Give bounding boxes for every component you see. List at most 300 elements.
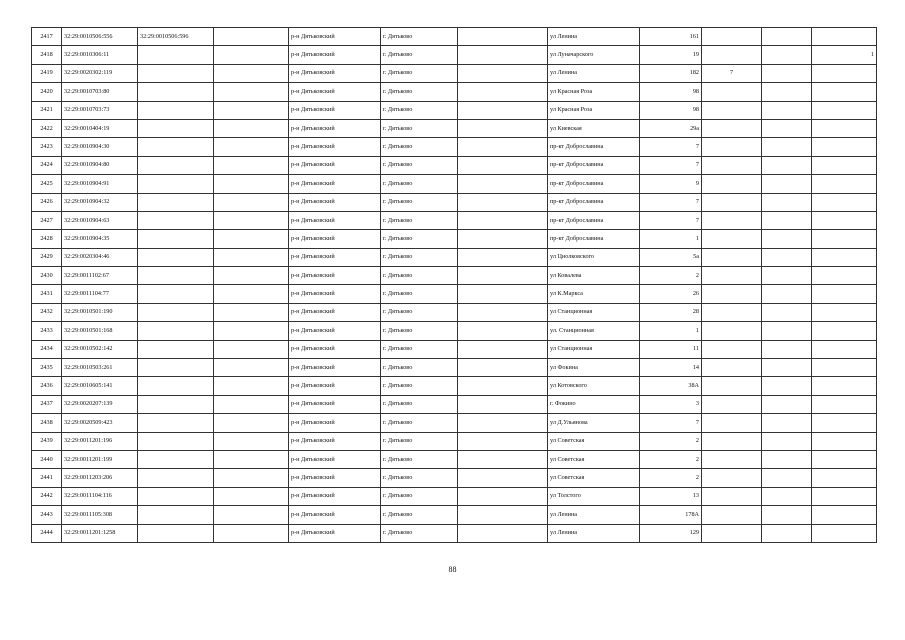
table-row <box>32 211 877 229</box>
extra-cell-2 <box>762 28 812 46</box>
blank-cell <box>458 414 548 432</box>
town-cell: г. Дятьково <box>381 101 458 119</box>
row-number: 2425 <box>32 175 62 193</box>
extra-cell-2 <box>762 156 812 174</box>
table-row <box>32 138 877 156</box>
row-number: 2437 <box>32 395 62 413</box>
cadastral-number-cell: 32:29:0010904:63 <box>62 211 138 229</box>
street-cell: ул Луначарского <box>548 46 640 64</box>
row-number: 2417 <box>32 28 62 46</box>
town-cell: г. Дятьково <box>381 487 458 505</box>
street-cell: ул Киевская <box>548 119 640 137</box>
blank-cell <box>458 267 548 285</box>
house-number-cell: 7 <box>640 138 702 156</box>
street-cell: ул Советская <box>548 432 640 450</box>
blank-cell <box>214 432 289 450</box>
blank-cell <box>458 211 548 229</box>
house-number-cell: 19 <box>640 46 702 64</box>
linked-cadastral-number-cell <box>138 414 214 432</box>
extra-cell-3 <box>812 469 877 487</box>
district-cell: р-н Дятьковский <box>289 64 381 82</box>
extra-cell-3 <box>812 414 877 432</box>
district-cell: р-н Дятьковский <box>289 506 381 524</box>
street-cell: ул Станционная <box>548 303 640 321</box>
district-cell: р-н Дятьковский <box>289 469 381 487</box>
table-row <box>32 193 877 211</box>
cadastral-number-cell: 32:29:0010404:19 <box>62 119 138 137</box>
house-number-cell: 7 <box>640 193 702 211</box>
town-cell: г. Дятьково <box>381 193 458 211</box>
cadastral-number-cell: 32:29:0010703:73 <box>62 101 138 119</box>
house-number-cell: 13 <box>640 487 702 505</box>
property-registry-table <box>31 27 877 543</box>
blank-cell <box>458 156 548 174</box>
town-cell: г. Дятьково <box>381 138 458 156</box>
district-cell: р-н Дятьковский <box>289 322 381 340</box>
cadastral-number-cell: 32:29:0020207:139 <box>62 395 138 413</box>
extra-cell-2 <box>762 193 812 211</box>
district-cell: р-н Дятьковский <box>289 156 381 174</box>
extra-cell-2 <box>762 395 812 413</box>
table-row <box>32 340 877 358</box>
extra-cell-1 <box>702 101 762 119</box>
linked-cadastral-number-cell <box>138 119 214 137</box>
cadastral-number-cell: 32:29:0011105:308 <box>62 506 138 524</box>
cadastral-number-cell: 32:29:0010904:91 <box>62 175 138 193</box>
extra-cell-2 <box>762 285 812 303</box>
town-cell: г. Дятьково <box>381 211 458 229</box>
district-cell: р-н Дятьковский <box>289 340 381 358</box>
extra-cell-2 <box>762 377 812 395</box>
extra-cell-3 <box>812 211 877 229</box>
blank-cell <box>214 46 289 64</box>
town-cell: г. Дятьково <box>381 285 458 303</box>
blank-cell <box>214 248 289 266</box>
registry-body <box>32 28 877 543</box>
row-number: 2428 <box>32 230 62 248</box>
street-cell: ул Фокина <box>548 359 640 377</box>
town-cell: г. Дятьково <box>381 267 458 285</box>
blank-cell <box>214 450 289 468</box>
linked-cadastral-number-cell <box>138 303 214 321</box>
row-number: 2443 <box>32 506 62 524</box>
blank-cell <box>458 248 548 266</box>
extra-cell-2 <box>762 119 812 137</box>
extra-cell-3 <box>812 340 877 358</box>
extra-cell-2 <box>762 46 812 64</box>
blank-cell <box>458 119 548 137</box>
town-cell: г. Дятьково <box>381 156 458 174</box>
row-number: 2422 <box>32 119 62 137</box>
blank-cell <box>214 340 289 358</box>
linked-cadastral-number-cell <box>138 175 214 193</box>
blank-cell <box>458 83 548 101</box>
extra-cell-3 <box>812 230 877 248</box>
extra-cell-2 <box>762 506 812 524</box>
cadastral-number-cell: 32:29:0011201:1258 <box>62 524 138 542</box>
blank-cell <box>214 119 289 137</box>
extra-cell-3 <box>812 28 877 46</box>
table-row <box>32 524 877 542</box>
street-cell: ул Советская <box>548 469 640 487</box>
blank-cell <box>214 395 289 413</box>
cadastral-number-cell: 32:29:0010703:80 <box>62 83 138 101</box>
district-cell: р-н Дятьковский <box>289 267 381 285</box>
street-cell: ул Станционная <box>548 340 640 358</box>
blank-cell <box>458 395 548 413</box>
linked-cadastral-number-cell <box>138 64 214 82</box>
district-cell: р-н Дятьковский <box>289 359 381 377</box>
town-cell: г. Дятьково <box>381 64 458 82</box>
town-cell: г. Дятьково <box>381 28 458 46</box>
blank-cell <box>214 285 289 303</box>
extra-cell-1 <box>702 211 762 229</box>
linked-cadastral-number-cell <box>138 450 214 468</box>
street-cell: ул Толстого <box>548 487 640 505</box>
row-number: 2435 <box>32 359 62 377</box>
blank-cell <box>458 450 548 468</box>
row-number: 2419 <box>32 64 62 82</box>
row-number: 2418 <box>32 46 62 64</box>
house-number-cell: 7 <box>640 414 702 432</box>
blank-cell <box>458 285 548 303</box>
street-cell: ул Ленина <box>548 28 640 46</box>
extra-cell-2 <box>762 211 812 229</box>
row-number: 2427 <box>32 211 62 229</box>
linked-cadastral-number-cell <box>138 322 214 340</box>
table-row <box>32 432 877 450</box>
row-number: 2430 <box>32 267 62 285</box>
street-cell: ул Ленина <box>548 524 640 542</box>
district-cell: р-н Дятьковский <box>289 138 381 156</box>
row-number: 2423 <box>32 138 62 156</box>
linked-cadastral-number-cell <box>138 46 214 64</box>
extra-cell-3 <box>812 285 877 303</box>
blank-cell <box>458 487 548 505</box>
extra-cell-1 <box>702 119 762 137</box>
table-row <box>32 359 877 377</box>
linked-cadastral-number-cell <box>138 101 214 119</box>
house-number-cell: 2 <box>640 450 702 468</box>
street-cell: ул Ленина <box>548 506 640 524</box>
row-number: 2440 <box>32 450 62 468</box>
town-cell: г. Дятьково <box>381 322 458 340</box>
extra-cell-3 <box>812 101 877 119</box>
district-cell: р-н Дятьковский <box>289 193 381 211</box>
district-cell: р-н Дятьковский <box>289 175 381 193</box>
extra-cell-3 <box>812 377 877 395</box>
blank-cell <box>458 322 548 340</box>
town-cell: г. Дятьково <box>381 395 458 413</box>
blank-cell <box>458 377 548 395</box>
extra-cell-1 <box>702 395 762 413</box>
blank-cell <box>214 487 289 505</box>
house-number-cell: 2 <box>640 432 702 450</box>
row-number: 2421 <box>32 101 62 119</box>
blank-cell <box>214 377 289 395</box>
blank-cell <box>214 156 289 174</box>
extra-cell-1 <box>702 248 762 266</box>
extra-cell-3 <box>812 248 877 266</box>
table-row <box>32 414 877 432</box>
town-cell: г. Дятьково <box>381 432 458 450</box>
blank-cell <box>214 230 289 248</box>
street-cell: ул. Станционная <box>548 322 640 340</box>
district-cell: р-н Дятьковский <box>289 83 381 101</box>
extra-cell-3 <box>812 83 877 101</box>
row-number: 2429 <box>32 248 62 266</box>
linked-cadastral-number-cell <box>138 340 214 358</box>
extra-cell-2 <box>762 175 812 193</box>
district-cell: р-н Дятьковский <box>289 524 381 542</box>
linked-cadastral-number-cell <box>138 83 214 101</box>
street-cell: пр-кт Доброславина <box>548 230 640 248</box>
blank-cell <box>458 175 548 193</box>
extra-cell-3 <box>812 193 877 211</box>
table-row <box>32 230 877 248</box>
town-cell: г. Дятьково <box>381 377 458 395</box>
house-number-cell: 98 <box>640 101 702 119</box>
district-cell: р-н Дятьковский <box>289 303 381 321</box>
house-number-cell: 1 <box>640 230 702 248</box>
linked-cadastral-number-cell <box>138 524 214 542</box>
row-number: 2433 <box>32 322 62 340</box>
table-row <box>32 267 877 285</box>
extra-cell-2 <box>762 487 812 505</box>
blank-cell <box>458 524 548 542</box>
town-cell: г. Дятьково <box>381 83 458 101</box>
district-cell: р-н Дятьковский <box>289 119 381 137</box>
row-number: 2424 <box>32 156 62 174</box>
house-number-cell: 3 <box>640 395 702 413</box>
street-cell: пр-кт Доброславина <box>548 138 640 156</box>
row-number: 2439 <box>32 432 62 450</box>
house-number-cell: 7 <box>640 211 702 229</box>
street-cell: пр-кт Доброславина <box>548 175 640 193</box>
extra-cell-2 <box>762 138 812 156</box>
town-cell: г. Дятьково <box>381 119 458 137</box>
extra-cell-1 <box>702 432 762 450</box>
linked-cadastral-number-cell <box>138 267 214 285</box>
house-number-cell: 11 <box>640 340 702 358</box>
extra-cell-3 <box>812 524 877 542</box>
extra-cell-3 <box>812 432 877 450</box>
table-row <box>32 46 877 64</box>
row-number: 2434 <box>32 340 62 358</box>
extra-cell-1 <box>702 377 762 395</box>
linked-cadastral-number-cell <box>138 487 214 505</box>
extra-cell-3 <box>812 322 877 340</box>
table-row <box>32 175 877 193</box>
town-cell: г. Дятьково <box>381 248 458 266</box>
blank-cell <box>214 359 289 377</box>
table-row <box>32 248 877 266</box>
cadastral-number-cell: 32:29:0010904:80 <box>62 156 138 174</box>
extra-cell-1 <box>702 230 762 248</box>
extra-cell-2 <box>762 267 812 285</box>
house-number-cell: 26 <box>640 285 702 303</box>
street-cell: ул Советская <box>548 450 640 468</box>
town-cell: г. Дятьково <box>381 340 458 358</box>
blank-cell <box>458 46 548 64</box>
town-cell: г. Дятьково <box>381 450 458 468</box>
house-number-cell: 29а <box>640 119 702 137</box>
blank-cell <box>458 101 548 119</box>
extra-cell-2 <box>762 359 812 377</box>
house-number-cell: 14 <box>640 359 702 377</box>
blank-cell <box>214 101 289 119</box>
extra-cell-2 <box>762 83 812 101</box>
extra-cell-2 <box>762 469 812 487</box>
blank-cell <box>214 193 289 211</box>
blank-cell <box>214 83 289 101</box>
district-cell: р-н Дятьковский <box>289 28 381 46</box>
extra-cell-1 <box>702 469 762 487</box>
street-cell: ул Ковалева <box>548 267 640 285</box>
cadastral-number-cell: 32:29:0010501:168 <box>62 322 138 340</box>
linked-cadastral-number-cell <box>138 359 214 377</box>
street-cell: ул Циолковского <box>548 248 640 266</box>
blank-cell <box>458 359 548 377</box>
cadastral-number-cell: 32:29:0010904:35 <box>62 230 138 248</box>
linked-cadastral-number-cell <box>138 469 214 487</box>
page-number: 88 <box>448 565 457 574</box>
town-cell: г. Дятьково <box>381 506 458 524</box>
extra-cell-1 <box>702 46 762 64</box>
district-cell: р-н Дятьковский <box>289 487 381 505</box>
street-cell: ул Д.Ульянова <box>548 414 640 432</box>
extra-cell-3 <box>812 487 877 505</box>
house-number-cell: 2 <box>640 267 702 285</box>
table-row <box>32 28 877 46</box>
house-number-cell: 28 <box>640 303 702 321</box>
house-number-cell: 5а <box>640 248 702 266</box>
table-row <box>32 101 877 119</box>
cadastral-number-cell: 32:29:0010306:11 <box>62 46 138 64</box>
row-number: 2444 <box>32 524 62 542</box>
town-cell: г. Дятьково <box>381 230 458 248</box>
cadastral-number-cell: 32:29:0010502:142 <box>62 340 138 358</box>
blank-cell <box>214 64 289 82</box>
cadastral-number-cell: 32:29:0010904:30 <box>62 138 138 156</box>
extra-cell-2 <box>762 414 812 432</box>
street-cell: ул Красная Роза <box>548 83 640 101</box>
extra-cell-3 <box>812 303 877 321</box>
linked-cadastral-number-cell <box>138 138 214 156</box>
extra-cell-3 <box>812 395 877 413</box>
cadastral-number-cell: 32:29:0010605:141 <box>62 377 138 395</box>
district-cell: р-н Дятьковский <box>289 414 381 432</box>
blank-cell <box>458 193 548 211</box>
district-cell: р-н Дятьковский <box>289 230 381 248</box>
extra-cell-2 <box>762 230 812 248</box>
linked-cadastral-number-cell <box>138 230 214 248</box>
extra-cell-2 <box>762 248 812 266</box>
linked-cadastral-number-cell: 32:29:0010506:596 <box>138 28 214 46</box>
town-cell: г. Дятьково <box>381 303 458 321</box>
blank-cell <box>458 469 548 487</box>
extra-cell-3 <box>812 138 877 156</box>
cadastral-number-cell: 32:29:0010503:261 <box>62 359 138 377</box>
extra-cell-3 <box>812 156 877 174</box>
linked-cadastral-number-cell <box>138 156 214 174</box>
row-number: 2441 <box>32 469 62 487</box>
district-cell: р-н Дятьковский <box>289 395 381 413</box>
house-number-cell: 161 <box>640 28 702 46</box>
extra-cell-3 <box>812 359 877 377</box>
blank-cell <box>214 267 289 285</box>
extra-cell-1 <box>702 322 762 340</box>
district-cell: р-н Дятьковский <box>289 46 381 64</box>
linked-cadastral-number-cell <box>138 506 214 524</box>
cadastral-number-cell: 32:29:0020304:46 <box>62 248 138 266</box>
house-number-cell: 9 <box>640 175 702 193</box>
cadastral-number-cell: 32:29:0011102:67 <box>62 267 138 285</box>
extra-cell-2 <box>762 303 812 321</box>
extra-cell-3: 1 <box>812 46 877 64</box>
extra-cell-2 <box>762 322 812 340</box>
extra-cell-1 <box>702 138 762 156</box>
house-number-cell: 38А <box>640 377 702 395</box>
extra-cell-1 <box>702 193 762 211</box>
extra-cell-3 <box>812 119 877 137</box>
table-row <box>32 64 877 82</box>
extra-cell-1 <box>702 359 762 377</box>
blank-cell <box>214 322 289 340</box>
extra-cell-2 <box>762 101 812 119</box>
extra-cell-1 <box>702 450 762 468</box>
blank-cell <box>458 138 548 156</box>
street-cell: г. Фокино <box>548 395 640 413</box>
blank-cell <box>214 211 289 229</box>
town-cell: г. Дятьково <box>381 469 458 487</box>
linked-cadastral-number-cell <box>138 377 214 395</box>
district-cell: р-н Дятьковский <box>289 248 381 266</box>
table-row <box>32 377 877 395</box>
house-number-cell: 1 <box>640 322 702 340</box>
blank-cell <box>458 303 548 321</box>
district-cell: р-н Дятьковский <box>289 432 381 450</box>
row-number: 2436 <box>32 377 62 395</box>
street-cell: ул Ленина <box>548 64 640 82</box>
row-number: 2420 <box>32 83 62 101</box>
linked-cadastral-number-cell <box>138 285 214 303</box>
blank-cell <box>214 524 289 542</box>
cadastral-number-cell: 32:29:0020302:119 <box>62 64 138 82</box>
extra-cell-3 <box>812 175 877 193</box>
blank-cell <box>458 64 548 82</box>
house-number-cell: 98 <box>640 83 702 101</box>
district-cell: р-н Дятьковский <box>289 450 381 468</box>
house-number-cell: 2 <box>640 469 702 487</box>
blank-cell <box>214 303 289 321</box>
street-cell: пр-кт Доброславина <box>548 193 640 211</box>
blank-cell <box>458 432 548 450</box>
cadastral-number-cell: 32:29:0010506:556 <box>62 28 138 46</box>
extra-cell-1 <box>702 414 762 432</box>
extra-cell-3 <box>812 267 877 285</box>
extra-cell-1 <box>702 175 762 193</box>
extra-cell-1 <box>702 156 762 174</box>
extra-cell-1 <box>702 83 762 101</box>
extra-cell-1 <box>702 524 762 542</box>
extra-cell-2 <box>762 340 812 358</box>
town-cell: г. Дятьково <box>381 359 458 377</box>
street-cell: ул Красная Роза <box>548 101 640 119</box>
blank-cell <box>214 506 289 524</box>
cadastral-number-cell: 32:29:0010501:190 <box>62 303 138 321</box>
cadastral-number-cell: 32:29:0011201:199 <box>62 450 138 468</box>
